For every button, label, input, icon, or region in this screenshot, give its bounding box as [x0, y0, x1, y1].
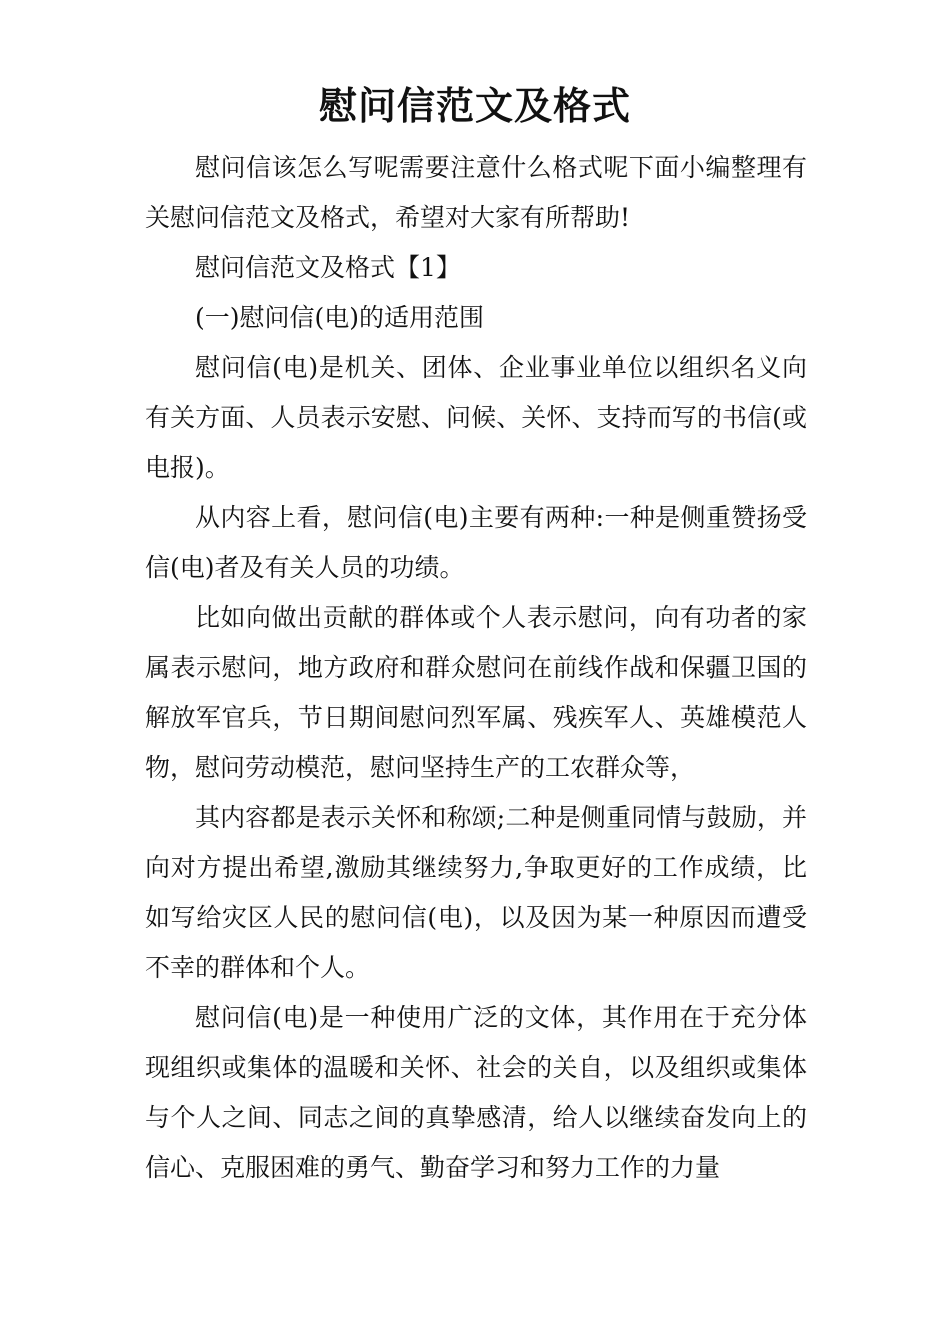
paragraph-intro: 慰问信该怎么写呢需要注意什么格式呢下面小编整理有关慰问信范文及格式，希望对大家有所帮助!	[145, 153, 807, 232]
document-title: 慰问信范文及格式	[318, 83, 631, 128]
paragraph-second-type: 其内容都是表示关怀和称颂;二种是侧重同情与鼓励，并向对方提出希望,激励其继续努力,争取更好的工作成绩，比如写给灾区人民的慰问信(电)，以及因为某一种原因而遭受不幸的群体和个人。	[145, 803, 807, 982]
paragraph-definition: 慰问信(电)是机关、团体、企业事业单位以组织名义向有关方面、人员表示安慰、问候、关怀、支持而写的书信(或电报)。	[145, 353, 807, 482]
paragraph-content-types: 从内容上看，慰问信(电)主要有两种:一种是侧重赞扬受信(电)者及有关人员的功绩。	[145, 503, 807, 582]
document-body	[145, 143, 807, 1193]
paragraph-subheading: (一)慰问信(电)的适用范围	[195, 303, 485, 332]
paragraph-examples: 比如向做出贡献的群体或个人表示慰问，向有功者的家属表示慰问，地方政府和群众慰问在前线作战和保疆卫国的解放军官兵，节日期间慰问烈军属、残疾军人、英雄模范人物，慰问劳动模范，慰问坚持生产的工农群众等，	[145, 603, 807, 782]
paragraph-section-heading: 慰问信范文及格式【1】	[195, 253, 461, 282]
paragraph-purpose: 慰问信(电)是一种使用广泛的文体，其作用在于充分体现组织或集体的温暖和关怀、社会的关自，以及组织或集体与个人之间、同志之间的真挚感清，给人以继续奋发向上的信心、克服困难的勇气、勤奋学习和努力工作的力量	[145, 1003, 807, 1182]
